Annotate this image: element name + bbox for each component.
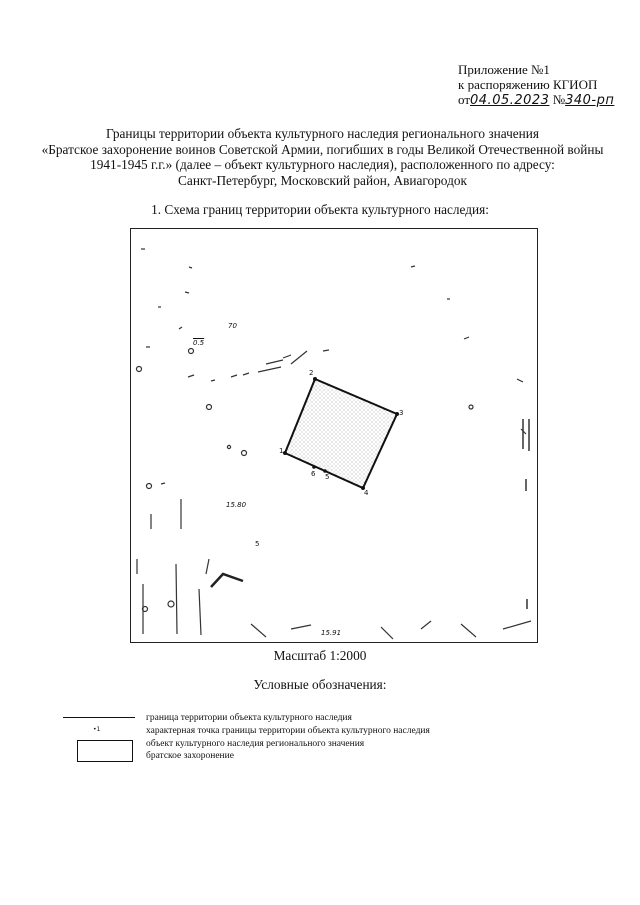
heritage-object-area (285, 379, 397, 488)
heading-line3: 1941-1945 г.г.» (далее – объект культурного наследия), расположенного по адресу: (90, 157, 555, 172)
map-annotation: 70 (228, 322, 237, 330)
document-heading (40, 126, 605, 188)
legend-title: Условные обозначения: (253, 677, 387, 692)
heading-line4: Санкт-Петербург, Московский район, Авиагородок (178, 172, 467, 188)
heading-line2: «Братское захоронение воинов Советской Армии, погибших в годы Великой Отечественной войны (41, 141, 604, 157)
point-label-1: 1 (279, 447, 284, 455)
map-annotation: 5 (255, 540, 260, 548)
point-label-3: 3 (399, 409, 404, 417)
legend-point-symbol: •1 (93, 726, 101, 733)
edge-fragments (523, 419, 529, 609)
date-prefix: от (458, 92, 471, 107)
map-drawing (131, 229, 537, 642)
legend-object-symbol (77, 740, 133, 762)
legend-object-text: объект культурного наследия регионального значения (146, 739, 365, 749)
point-label-2: 2 (309, 369, 314, 377)
point-label-4: 4 (364, 489, 369, 497)
boundary-scheme-map (130, 228, 538, 643)
appendix-line1: Приложение №1 (458, 62, 550, 77)
map-scale: Масштаб 1:2000 (273, 648, 367, 663)
map-annotation: 15.91 (321, 629, 342, 637)
map-annotation: 0.5 (193, 339, 205, 347)
handwritten-date: 04.05.2023 (470, 93, 550, 108)
point-label-5: 5 (325, 473, 330, 481)
point-label-6: 6 (311, 470, 316, 478)
survey-circles (137, 349, 474, 612)
section-title: 1. Схема границ территории объекта культурного наследия: (151, 202, 489, 217)
handwritten-number: 340-рп (565, 93, 615, 108)
appendix-line2: к распоряжению КГИОП (458, 77, 598, 92)
map-annotation: 15.80 (226, 501, 247, 509)
legend-line-symbol (63, 717, 135, 718)
legend-grave-text: братское захоронение (146, 751, 234, 761)
corner-symbol (211, 574, 243, 587)
number-prefix: № (552, 92, 566, 107)
legend-point-text: характерная точка границы территории объекта культурного наследия (146, 726, 430, 736)
appendix-block (458, 62, 614, 108)
legend-boundary-text: граница территории объекта культурного наследия (146, 713, 352, 723)
appendix-date-line (458, 92, 614, 108)
heading-line1: Границы территории объекта культурного наследия регионального значения (105, 126, 540, 141)
